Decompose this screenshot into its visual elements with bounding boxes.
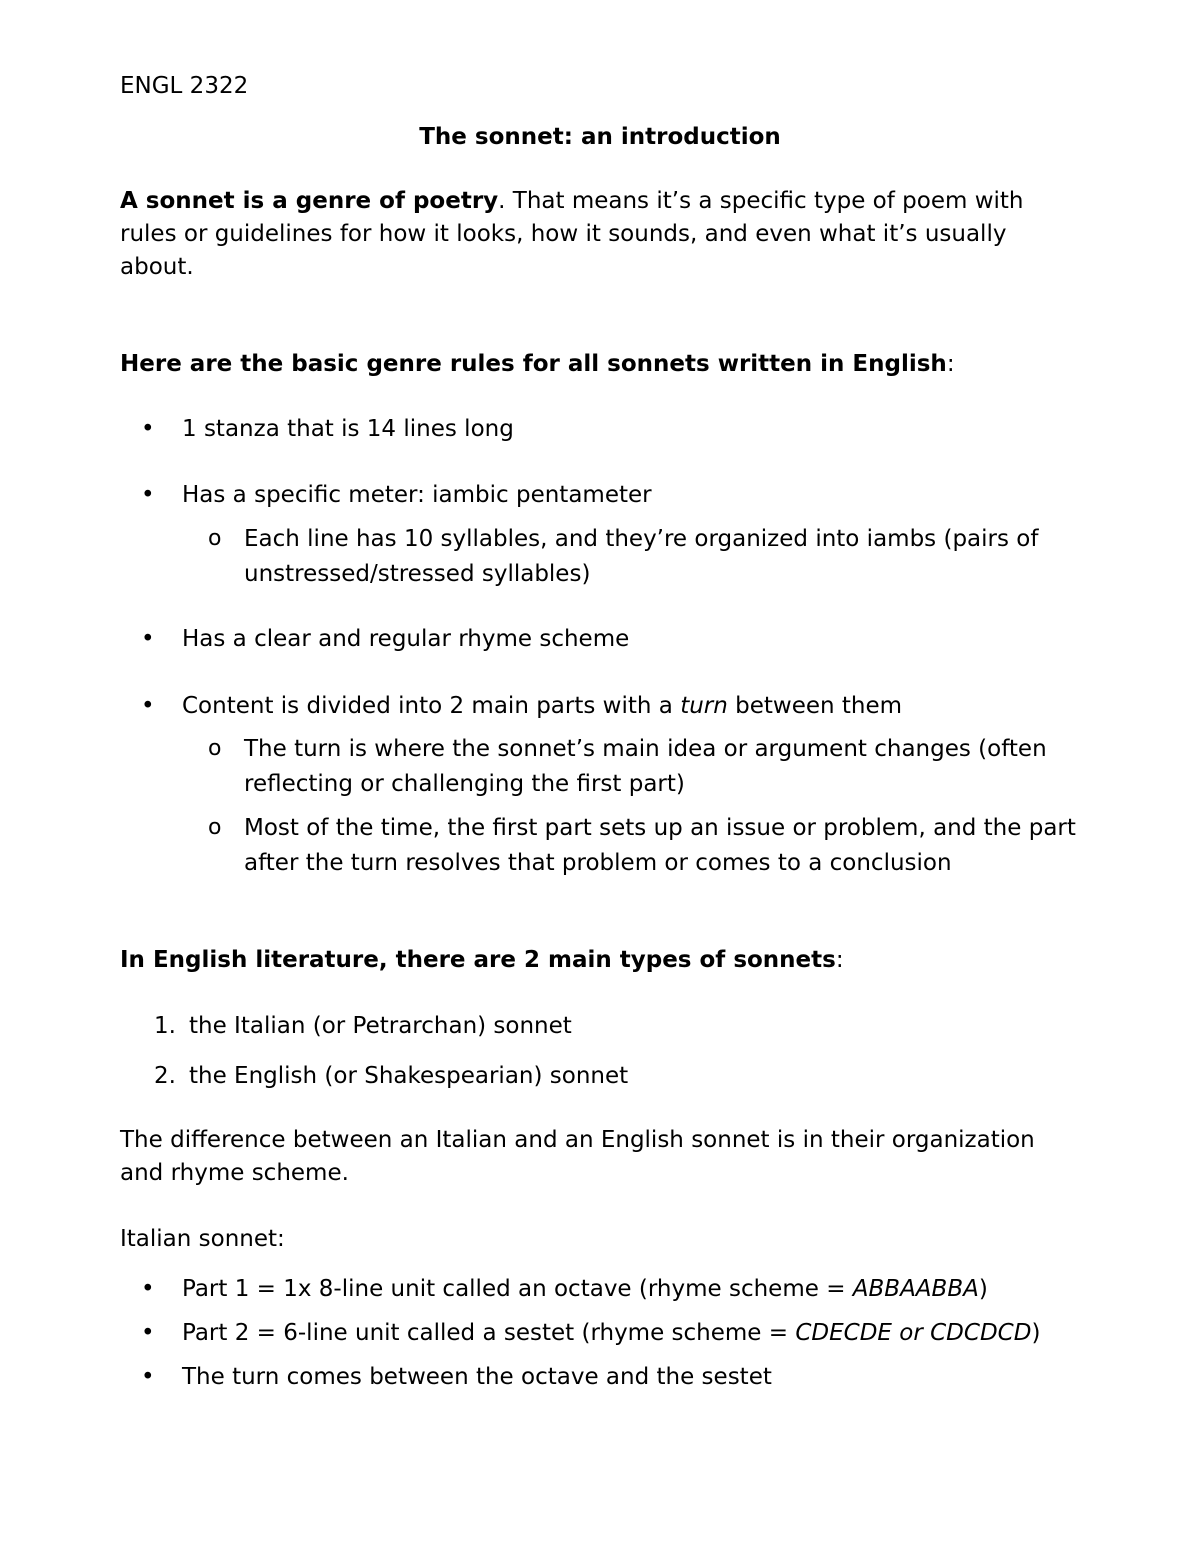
types-heading-text: In English literature, there are 2 main types of sonnets bbox=[120, 947, 836, 973]
bullet-circle-icon: o bbox=[208, 736, 222, 761]
type-item-italian: the Italian (or Petrarchan) sonnet bbox=[189, 1013, 572, 1039]
octave-rhyme: ABBAABBA bbox=[852, 1276, 979, 1302]
bullet-disc-icon: • bbox=[141, 1320, 155, 1346]
list-number: 1. bbox=[154, 1013, 176, 1039]
rule-subitem-turn: The turn is where the sonnet’s main idea or argument changes (often reflecting or challenging the first part) bbox=[244, 736, 1047, 797]
bullet-circle-icon: o bbox=[208, 815, 222, 840]
type-item-english: the English (or Shakespearian) sonnet bbox=[189, 1063, 629, 1089]
bullet-disc-icon: • bbox=[141, 482, 155, 508]
rule-content-italic: turn bbox=[680, 693, 728, 719]
types-heading bbox=[120, 944, 844, 977]
italian-heading: Italian sonnet: bbox=[120, 1226, 285, 1252]
bullet-disc-icon: • bbox=[141, 1364, 155, 1390]
italian-item-octave bbox=[182, 1273, 988, 1306]
rules-heading-colon: : bbox=[946, 351, 955, 377]
course-code: ENGL 2322 bbox=[120, 73, 249, 99]
rule-item-rhyme: Has a clear and regular rhyme scheme bbox=[182, 626, 630, 652]
rule-item-content bbox=[182, 690, 902, 723]
intro-rest-text: . That means it’s a specific type of poem with rules or guidelines for how it looks, how it sounds, and even what it’s usually about. bbox=[120, 188, 1024, 280]
bullet-disc-icon: • bbox=[141, 693, 155, 719]
list-number: 2. bbox=[154, 1063, 176, 1089]
rule-subitem-syllables: Each line has 10 syllables, and they’re organized into iambs (pairs of unstressed/stressed syllables) bbox=[244, 526, 1039, 587]
octave-post: ) bbox=[978, 1276, 988, 1302]
rule-content-pre: Content is divided into 2 main parts with a bbox=[182, 693, 681, 719]
difference-paragraph: The difference between an Italian and an English sonnet is in their organization and rhyme scheme. bbox=[120, 1127, 1035, 1186]
bullet-circle-icon: o bbox=[208, 526, 222, 551]
document-title: The sonnet: an introduction bbox=[419, 124, 781, 150]
rule-subitem-resolution: Most of the time, the first part sets up an issue or problem, and the part after the turn resolves that problem or comes to a conclusion bbox=[244, 815, 1076, 876]
rule-content-post: between them bbox=[727, 693, 903, 719]
italian-item-sestet bbox=[182, 1317, 1040, 1350]
rules-heading-text: Here are the basic genre rules for all sonnets written in English bbox=[120, 351, 947, 377]
rule-item-stanza: 1 stanza that is 14 lines long bbox=[182, 416, 514, 442]
bullet-disc-icon: • bbox=[141, 1276, 155, 1302]
sestet-pre: Part 2 = 6-line unit called a sestet (rhyme scheme = bbox=[182, 1320, 796, 1346]
rule-item-meter: Has a specific meter: iambic pentameter bbox=[182, 482, 652, 508]
italian-item-turn: The turn comes between the octave and the sestet bbox=[182, 1364, 772, 1390]
octave-pre: Part 1 = 1x 8-line unit called an octave (rhyme scheme = bbox=[182, 1276, 853, 1302]
sestet-rhyme: CDECDE or CDCDCD bbox=[795, 1320, 1032, 1346]
bullet-disc-icon: • bbox=[141, 626, 155, 652]
sestet-post: ) bbox=[1031, 1320, 1041, 1346]
intro-paragraph bbox=[120, 185, 1080, 284]
bullet-disc-icon: • bbox=[141, 416, 155, 442]
types-heading-colon: : bbox=[835, 947, 844, 973]
intro-bold-text: A sonnet is a genre of poetry bbox=[120, 188, 499, 214]
rules-heading bbox=[120, 348, 955, 381]
